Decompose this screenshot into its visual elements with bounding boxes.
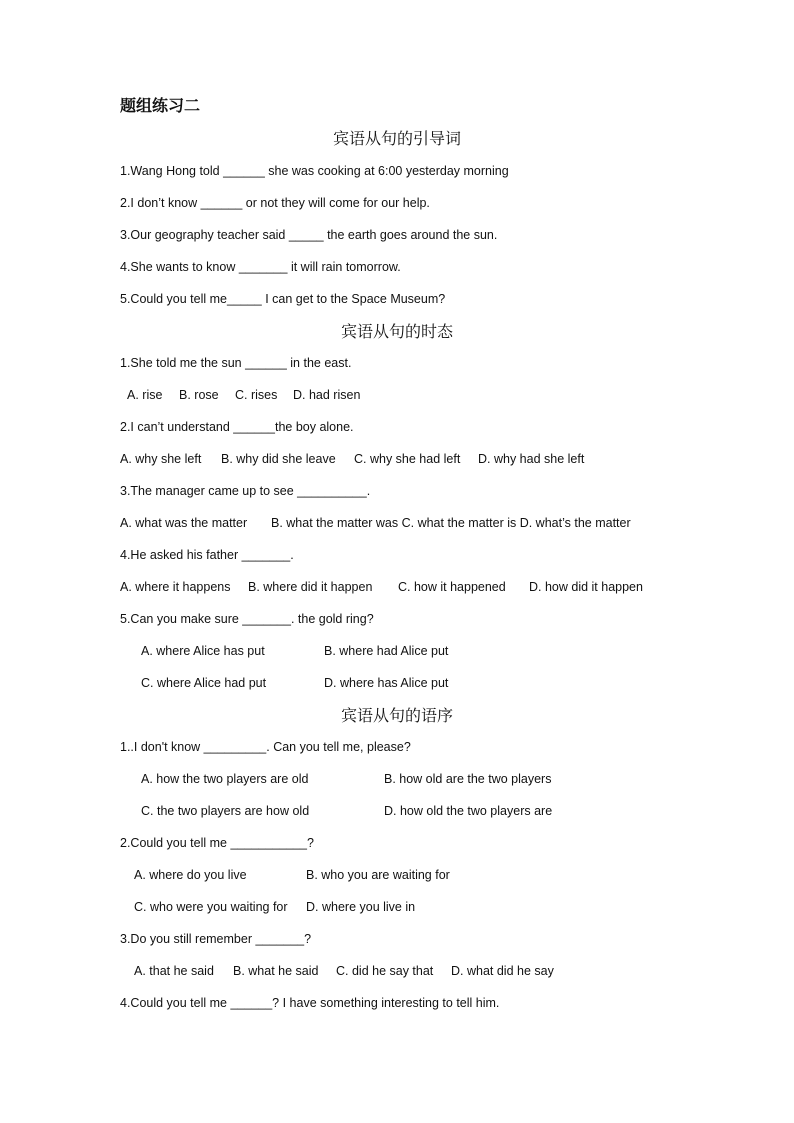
answer-option: D. had risen — [293, 388, 361, 402]
question-line: 2.I don’t know ______ or not they will come for our help. — [120, 196, 430, 210]
answer-option: C. how it happened — [398, 580, 506, 594]
answer-option: C. why she had left — [354, 452, 461, 466]
answer-option: C. the two players are how old — [141, 804, 310, 818]
answer-option: B. rose — [179, 388, 219, 402]
question-stem: 3.Do you still remember _______? — [120, 932, 312, 946]
question-stem: 2.I can’t understand ______the boy alone. — [120, 420, 354, 434]
answer-option: B. what he said — [233, 964, 319, 978]
question-line: 3.Our geography teacher said _____ the earth goes around the sun. — [120, 228, 498, 242]
answer-option: A. how the two players are old — [141, 772, 309, 786]
answer-option: B. who you are waiting for — [306, 868, 450, 882]
answer-option: D. where you live in — [306, 900, 416, 914]
answer-option: A. where do you live — [134, 868, 247, 882]
answer-option: C. did he say that — [336, 964, 434, 978]
question-stem: 1..I don't know _________. Can you tell me, please? — [120, 740, 411, 754]
question-stem: 5.Can you make sure _______. the gold ring? — [120, 612, 374, 626]
answer-option: A. where it happens — [120, 580, 231, 594]
question-stem: 2.Could you tell me ___________? — [120, 836, 314, 850]
section-heading: 宾语从句的时态 — [340, 322, 453, 341]
question-stem: 1.She told me the sun ______ in the east. — [120, 356, 352, 370]
question-stem: 4.He asked his father _______. — [120, 548, 294, 562]
answer-option: D. how did it happen — [529, 580, 643, 594]
answer-option: B. how old are the two players — [384, 772, 552, 786]
question-line: 4.She wants to know _______ it will rain tomorrow. — [120, 260, 401, 274]
answer-option: C. rises — [235, 388, 278, 402]
answer-option: A. rise — [127, 388, 163, 402]
answer-option: A. where Alice has put — [141, 644, 265, 658]
answer-option: A. why she left — [120, 452, 202, 466]
answer-option: D. how old the two players are — [384, 804, 553, 818]
answer-option: D. why had she left — [478, 452, 585, 466]
answer-option: C. who were you waiting for — [134, 900, 288, 914]
section-heading: 宾语从句的语序 — [340, 706, 453, 725]
answer-option: D. where has Alice put — [324, 676, 449, 690]
answer-option: B. where had Alice put — [324, 644, 449, 658]
question-line: 1.Wang Hong told ______ she was cooking at 6:00 yesterday morning — [120, 164, 509, 178]
answer-option: D. what did he say — [451, 964, 554, 978]
question-stem: 3.The manager came up to see __________. — [120, 484, 371, 498]
section-heading: 宾语从句的引导词 — [332, 129, 461, 148]
answer-option: A. what was the matter — [120, 516, 248, 530]
answer-option: B. what the matter was C. what the matter is D. what’s the matter — [271, 516, 631, 530]
question-stem: 4.Could you tell me ______? I have something interesting to tell him. — [120, 996, 500, 1010]
answer-option: C. where Alice had put — [141, 676, 267, 690]
answer-option: A. that he said — [134, 964, 214, 978]
question-line: 5.Could you tell me_____ I can get to the Space Museum? — [120, 292, 446, 306]
answer-option: B. why did she leave — [221, 452, 336, 466]
page-title: 题组练习二 — [120, 96, 201, 115]
answer-option: B. where did it happen — [248, 580, 373, 594]
